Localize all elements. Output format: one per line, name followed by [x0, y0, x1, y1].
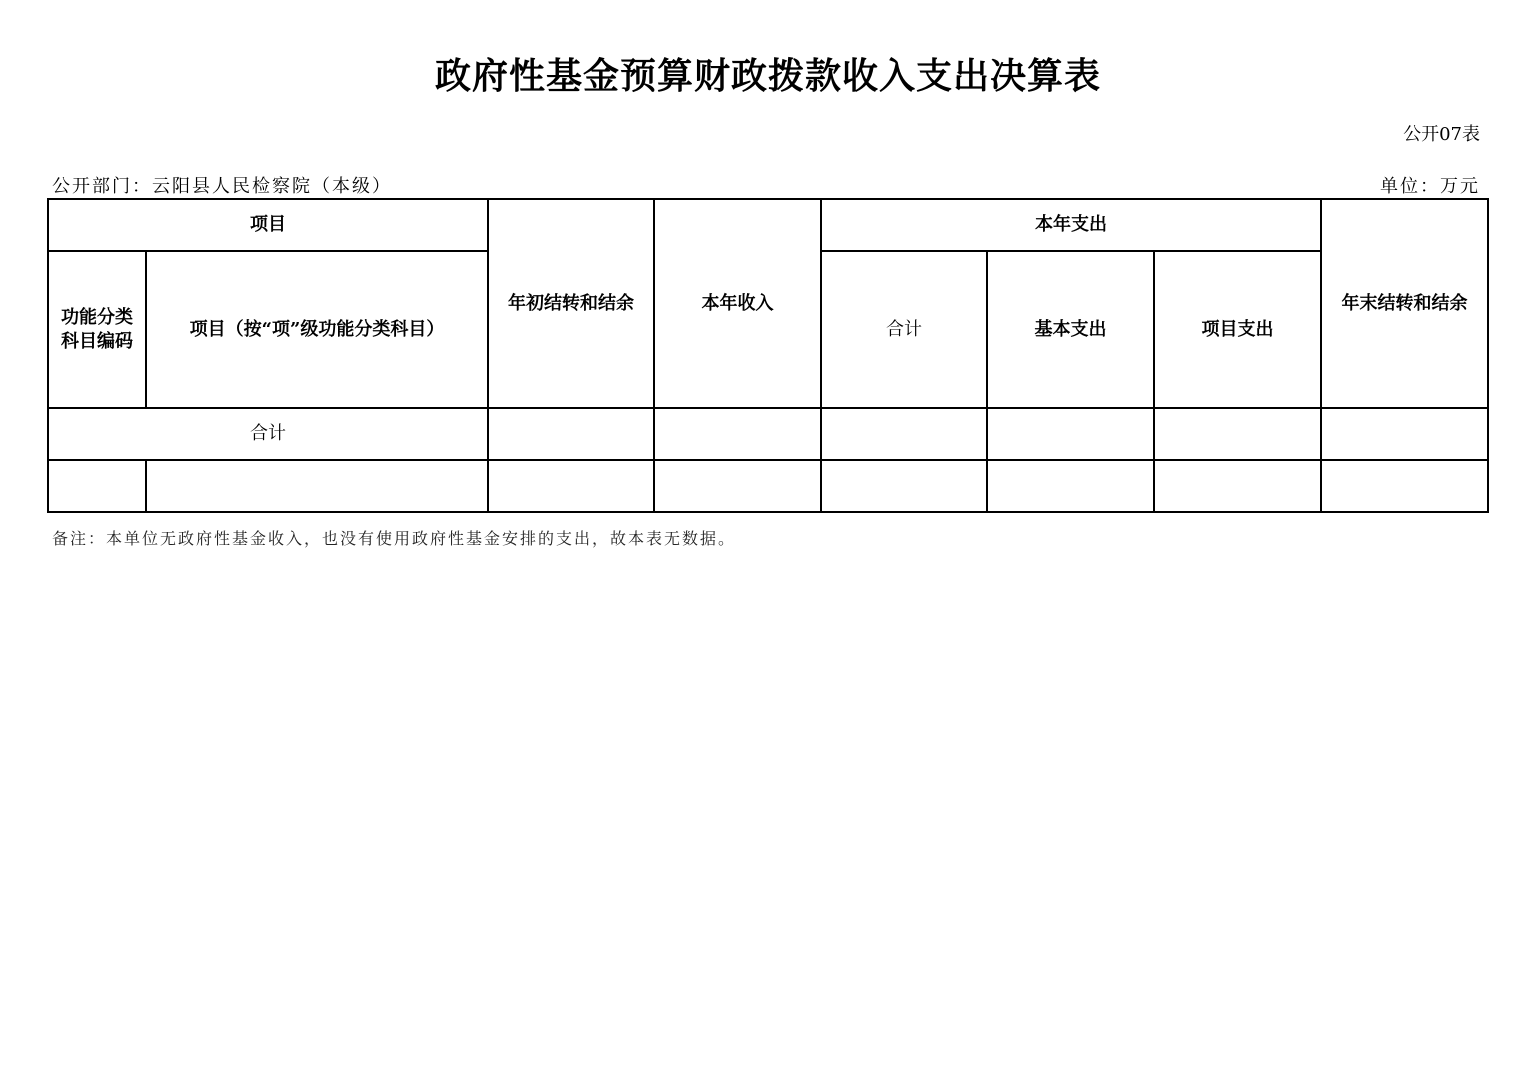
header-func-code: 功能分类科目编码	[48, 251, 146, 408]
header-item-name: 项目（按“项”级功能分类科目）	[146, 251, 488, 408]
cell-expense-project	[1154, 460, 1321, 512]
header-expense-group: 本年支出	[821, 199, 1321, 251]
department-label: 公开部门：云阳县人民检察院（本级）	[52, 176, 392, 197]
header-end-balance: 年末结转和结余	[1321, 199, 1488, 408]
total-expense-basic	[987, 408, 1154, 460]
cell-func-code	[48, 460, 146, 512]
cell-expense-total	[821, 460, 987, 512]
cell-end-balance	[1321, 460, 1488, 512]
total-end-balance	[1321, 408, 1488, 460]
page-title: 政府性基金预算财政拨款收入支出决算表	[434, 55, 1101, 97]
header-expense-basic: 基本支出	[987, 251, 1154, 408]
footnote: 备注：本单位无政府性基金收入，也没有使用政府性基金安排的支出，故本表无数据。	[52, 529, 737, 548]
total-begin-balance	[488, 408, 654, 460]
cell-expense-basic	[987, 460, 1154, 512]
header-row-1	[48, 199, 1488, 251]
table-row	[48, 460, 1488, 512]
header-expense-project: 项目支出	[1154, 251, 1321, 408]
total-label: 合计	[48, 408, 488, 460]
header-expense-total: 合计	[821, 251, 987, 408]
header-begin-balance: 年初结转和结余	[488, 199, 654, 408]
total-row	[48, 408, 1488, 460]
cell-income	[654, 460, 821, 512]
total-expense-total	[821, 408, 987, 460]
budget-table	[47, 198, 1489, 513]
cell-begin-balance	[488, 460, 654, 512]
table-number: 公开07表	[1403, 124, 1480, 145]
cell-item-name	[146, 460, 488, 512]
total-expense-project	[1154, 408, 1321, 460]
total-income	[654, 408, 821, 460]
header-income: 本年收入	[654, 199, 821, 408]
header-item-group: 项目	[48, 199, 488, 251]
unit-label: 单位：万元	[1380, 176, 1480, 197]
